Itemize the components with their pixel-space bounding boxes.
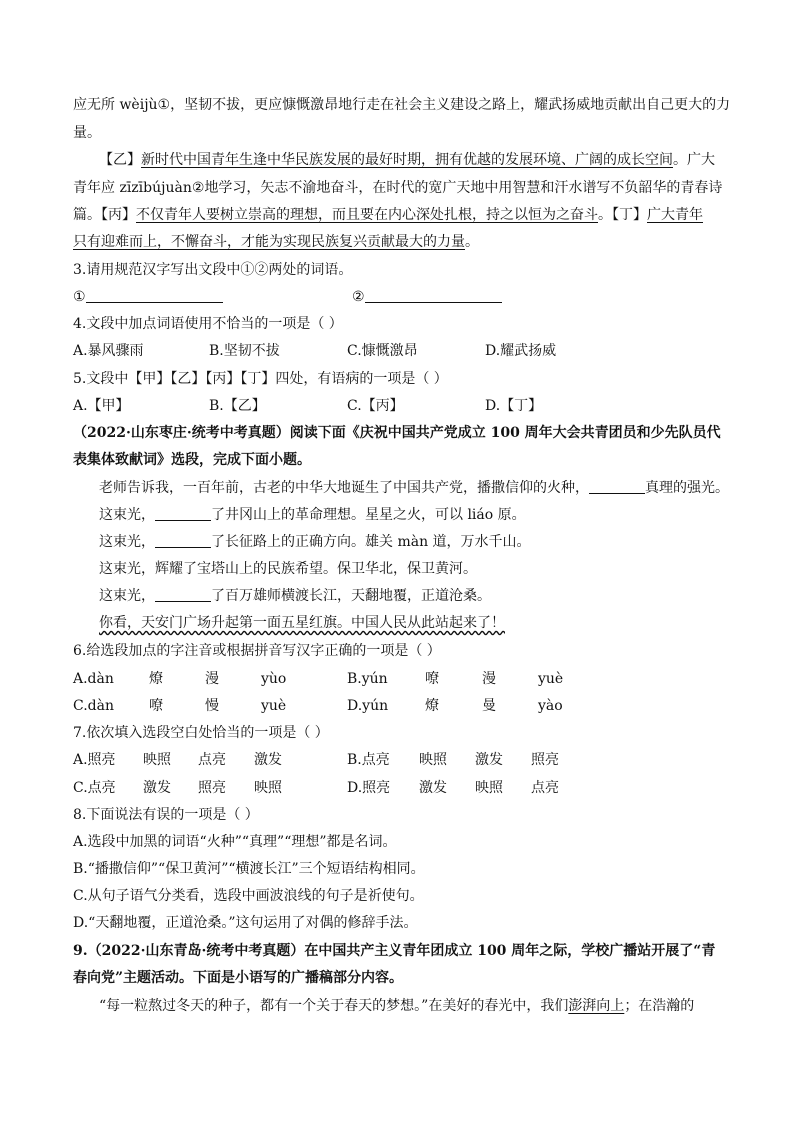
- underlined-phrase: 澎湃向上: [568, 998, 625, 1014]
- paragraph-line: 青年应 zīzībújuàn②地学习，矢志不渝地奋斗，在时代的宽广天地中用智慧和汗水谱写不负韶华的青春诗: [73, 180, 723, 196]
- text-span: 了百万雄师横渡长江，天翻地覆，正道沧桑。: [211, 588, 491, 604]
- option-d[interactable]: D.照亮: [347, 780, 391, 796]
- reading-intro: 表集体致献词》选段，完成下面小题。: [73, 452, 311, 468]
- paragraph-line: [73, 233, 722, 251]
- underlined-sentence: 广大青年: [647, 207, 703, 223]
- option-c[interactable]: C.从句子语气分类看，选段中画波浪线的句子是祈使句。: [73, 888, 424, 904]
- option-b-item: yuè: [538, 671, 564, 687]
- option-c[interactable]: C.慷慨激昂: [347, 343, 418, 359]
- text-span: “每一粒熬过冬天的种子，都有一个关于春天的梦想。”在美好的春光中，我们: [99, 998, 569, 1014]
- paragraph-line: 量。: [73, 125, 101, 141]
- option-d-item: 激发: [419, 780, 447, 796]
- option-d-item: 曼: [482, 698, 496, 714]
- question-4: 4.文段中加点词语使用不恰当的一项是（ ）: [73, 316, 343, 332]
- option-a[interactable]: A.照亮: [73, 752, 116, 768]
- underlined-sentence: 不仅青年人要树立崇高的理想，而且要在内心深处扎根，持之以恒为之奋斗: [136, 207, 598, 223]
- paragraph-line: 应无所 wèijù①，坚韧不拔，更应慷慨激昂地行走在社会主义建设之路上，耀武扬威地贡献出自己更大的力: [73, 97, 731, 113]
- fill-blank[interactable]: [589, 479, 645, 494]
- underlined-sentence: 新时代中国青年生逢中华民族发展的最好时期，拥有优越的发展环境、广阔的成长空间: [141, 152, 673, 168]
- option-d[interactable]: D.耀武扬威: [485, 343, 557, 359]
- option-d-item: 点亮: [531, 780, 559, 796]
- question-9: 春向党”主题活动。下面是小语写的广播稿部分内容。: [73, 970, 404, 986]
- option-d[interactable]: D.“天翻地覆，正道沧桑。”这句运用了对偶的修辞手法。: [73, 915, 418, 931]
- option-a-item: 点亮: [198, 752, 226, 768]
- option-b[interactable]: B.坚韧不拔: [209, 343, 280, 359]
- passage-line: [99, 614, 722, 632]
- option-b-item: 照亮: [531, 752, 559, 768]
- question-8: 8.下面说法有误的一项是（ ）: [73, 807, 259, 823]
- paragraph-line: [73, 206, 722, 224]
- option-b[interactable]: B.【乙】: [209, 398, 266, 414]
- marker-yi: 【乙】: [99, 152, 141, 168]
- fill-blank[interactable]: [155, 533, 211, 548]
- blank-marker: ①: [73, 289, 86, 305]
- blank-marker: ②: [352, 289, 365, 305]
- option-a-item: 燎: [149, 671, 163, 687]
- option-b[interactable]: B.点亮: [347, 752, 390, 768]
- underlined-sentence: 只有迎难而上，不懈奋斗，才能为实现民族复兴贡献最大的力量: [73, 234, 465, 250]
- option-a[interactable]: A.【甲】: [73, 398, 130, 414]
- option-d-item: 映照: [475, 780, 503, 796]
- paragraph-line: [99, 151, 722, 169]
- question-9: 9.（2022·山东青岛·统考中考真题）在中国共产主义青年团成立 100 周年之际，学校广播站开展了“青: [73, 943, 716, 959]
- option-c[interactable]: C.dàn: [73, 698, 114, 714]
- option-d[interactable]: D.【丁】: [485, 398, 543, 414]
- passage-line: 这束光，辉耀了宝塔山上的民族希望。保卫华北，保卫黄河。: [99, 561, 477, 577]
- passage-line: [99, 587, 722, 605]
- passage-line: [99, 533, 722, 551]
- option-a-item: yùo: [261, 671, 287, 687]
- answer-blank-1[interactable]: [73, 288, 223, 306]
- question-5: 5.文段中【甲】【乙】【丙】【丁】四处，有语病的一项是（ ）: [73, 371, 448, 387]
- text-span: 这束光，: [99, 534, 155, 550]
- option-c-item: 嘹: [149, 698, 163, 714]
- fill-blank[interactable]: [155, 506, 211, 521]
- option-c-item: 慢: [205, 698, 219, 714]
- question-3: 3.请用规范汉字写出文段中①②两处的词语。: [73, 262, 353, 278]
- option-a-item: 漫: [205, 671, 219, 687]
- broadcast-text: [99, 997, 722, 1015]
- passage-line: [99, 506, 722, 524]
- option-a[interactable]: A.暴风骤雨: [73, 343, 144, 359]
- text-span: 。【丁】: [598, 207, 647, 223]
- text-span: 了长征路上的正确方向。雄关 màn 道，万水千山。: [211, 534, 531, 550]
- blank-line: [365, 288, 502, 303]
- text-span: 这束光，: [99, 588, 155, 604]
- option-c[interactable]: C.点亮: [73, 780, 116, 796]
- question-7: 7.依次填入选段空白处恰当的一项是（ ）: [73, 725, 329, 741]
- text-span: 。广大: [673, 152, 715, 168]
- question-6: 6.给选段加点的字注音或根据拼音写汉字正确的一项是（ ）: [73, 643, 441, 659]
- option-b-item: 嘹: [425, 671, 439, 687]
- option-c[interactable]: C.【丙】: [347, 398, 404, 414]
- option-b[interactable]: B.yún: [347, 671, 388, 687]
- wavy-underlined-sentence: 你看，天安门广场升起第一面五星红旗。中国人民从此站起来了！: [99, 615, 505, 631]
- option-c-item: 照亮: [198, 780, 226, 796]
- option-a-item: 映照: [143, 752, 171, 768]
- text-span: 了井冈山上的革命理想。星星之火，可以 liáo 原。: [211, 507, 526, 523]
- option-d-item: 燎: [425, 698, 439, 714]
- option-d-item: yào: [538, 698, 563, 714]
- option-a[interactable]: A.选段中加黑的词语“火种”“真理”“理想”都是名词。: [73, 834, 397, 850]
- option-c-item: yuè: [261, 698, 287, 714]
- option-b-item: 映照: [419, 752, 447, 768]
- option-c-item: 激发: [143, 780, 171, 796]
- fill-blank[interactable]: [155, 587, 211, 602]
- text-span: 篇。【丙】: [73, 207, 136, 223]
- blank-line: [86, 288, 223, 303]
- option-b[interactable]: B.“播撒信仰”“保卫黄河”“横渡长江”三个短语结构相同。: [73, 861, 425, 877]
- option-b-item: 激发: [475, 752, 503, 768]
- reading-intro: （2022·山东枣庄·统考中考真题）阅读下面《庆祝中国共产党成立 100 周年大会共青团员和少先队员代: [73, 425, 721, 441]
- passage-line: [99, 479, 729, 497]
- text-span: 这束光，: [99, 507, 155, 523]
- option-d[interactable]: D.yún: [347, 698, 389, 714]
- option-c-item: 映照: [254, 780, 282, 796]
- text-span: 。: [465, 234, 479, 250]
- option-b-item: 漫: [482, 671, 496, 687]
- text-span: ；在浩瀚的: [624, 998, 695, 1014]
- option-a[interactable]: A.dàn: [73, 671, 114, 687]
- answer-blank-2[interactable]: [352, 288, 502, 306]
- text-span: 老师告诉我，一百年前，古老的中华大地诞生了中国共产党，播撒信仰的火种，: [99, 480, 589, 496]
- option-a-item: 激发: [254, 752, 282, 768]
- text-span: 真理的强光。: [645, 480, 729, 496]
